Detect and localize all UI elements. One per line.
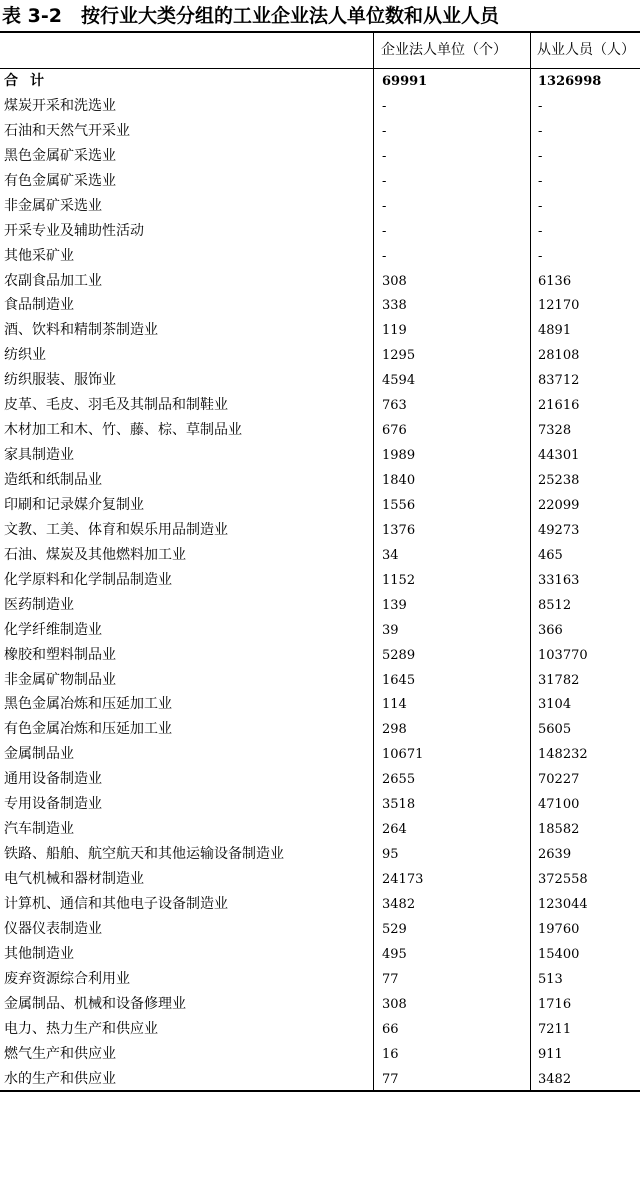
table-row: [0, 793, 640, 818]
table-row: [0, 943, 640, 968]
persons-cell: 70227: [538, 772, 580, 788]
units-cell: 34: [382, 547, 399, 563]
industry-name-cell: 医药制造业: [4, 596, 74, 613]
table-row: [0, 170, 640, 195]
table-row: [0, 419, 640, 444]
table-row: [0, 893, 640, 918]
units-cell: 1295: [382, 348, 416, 364]
total-row: [0, 70, 640, 95]
industry-name-cell: 石油、煤炭及其他燃料加工业: [4, 546, 186, 563]
units-cell: -: [382, 198, 387, 214]
industry-name-cell: 有色金属冶炼和压延加工业: [4, 721, 172, 738]
industry-name-cell: 纺织服装、服饰业: [4, 372, 116, 389]
industry-name-cell: 金属制品、机械和设备修理业: [4, 995, 186, 1012]
table-row: [0, 718, 640, 743]
bottom-rule: [0, 1090, 640, 1092]
table-row: [0, 270, 640, 295]
industry-name-cell: 文教、工美、体育和娱乐用品制造业: [4, 521, 228, 538]
industry-name-cell: 电力、热力生产和供应业: [4, 1020, 158, 1037]
persons-cell: 49273: [538, 522, 580, 538]
persons-cell: 513: [538, 971, 563, 987]
persons-cell: 25238: [538, 473, 580, 488]
industry-name-cell: 纺织业: [4, 347, 46, 364]
units-cell: 10671: [382, 747, 424, 763]
table-row: [0, 594, 640, 619]
table-row: [0, 294, 640, 319]
industry-name-cell: 石油和天然气开采业: [4, 122, 130, 139]
units-cell: 66: [382, 1021, 399, 1037]
persons-cell: -: [538, 123, 543, 139]
table-row: [0, 669, 640, 694]
persons-cell: 123044: [538, 896, 588, 912]
industry-name-cell: 合计: [4, 73, 56, 89]
industry-name-cell: 酒、饮料和精制茶制造业: [4, 322, 158, 339]
industry-name-cell: 燃气生产和供应业: [4, 1045, 116, 1062]
persons-cell: 148232: [538, 747, 588, 763]
persons-cell: 4891: [538, 323, 572, 339]
persons-cell: 7328: [538, 423, 572, 439]
industry-name-cell: 汽车制造业: [4, 821, 74, 838]
table-row: [0, 993, 640, 1018]
table-row: [0, 1043, 640, 1068]
units-cell: 1645: [382, 672, 416, 688]
units-cell: 1376: [382, 522, 416, 538]
units-cell: 676: [382, 423, 407, 439]
industry-name-cell: 木材加工和木、竹、藤、棕、草制品业: [4, 422, 242, 439]
industry-name-cell: 铁路、船舶、航空航天和其他运输设备制造业: [4, 846, 284, 863]
persons-cell: 12170: [538, 298, 580, 314]
table-body: [0, 70, 640, 1092]
industry-name-cell: 农副食品加工业: [4, 272, 102, 289]
persons-cell: 1326998: [538, 74, 602, 89]
units-cell: -: [382, 123, 387, 139]
persons-cell: 3104: [538, 697, 572, 713]
persons-cell: 15400: [538, 946, 580, 962]
industry-name-cell: 其他制造业: [4, 945, 74, 962]
table-row: [0, 519, 640, 544]
persons-cell: 44301: [538, 448, 580, 464]
table-row: [0, 95, 640, 120]
persons-cell: -: [538, 148, 543, 164]
table-row: [0, 569, 640, 594]
table-row: [0, 245, 640, 270]
units-cell: 1556: [382, 497, 416, 513]
table-row: [0, 1018, 640, 1043]
units-cell: 495: [382, 946, 407, 962]
industry-name-cell: 计算机、通信和其他电子设备制造业: [4, 895, 228, 912]
industry-name-cell: 电气机械和器材制造业: [4, 871, 144, 887]
persons-cell: 1716: [538, 996, 572, 1012]
table-row: [0, 120, 640, 145]
persons-cell: 22099: [538, 497, 580, 513]
persons-cell: -: [538, 198, 543, 214]
column-header-persons: 从业人员（人）: [537, 42, 635, 58]
units-cell: 69991: [382, 74, 428, 89]
units-cell: -: [382, 98, 387, 114]
table-row: [0, 494, 640, 519]
industry-name-cell: 有色金属矿采选业: [4, 172, 116, 189]
units-cell: -: [382, 223, 387, 239]
table-row: [0, 768, 640, 793]
table-row: [0, 394, 640, 419]
units-cell: -: [382, 248, 387, 264]
column-header-units: 企业法人单位（个）: [381, 42, 507, 58]
persons-cell: 5605: [538, 722, 572, 738]
table-row: [0, 145, 640, 170]
table-row: [0, 818, 640, 843]
persons-cell: 18582: [538, 822, 580, 838]
table-row: [0, 743, 640, 768]
units-cell: 3518: [382, 797, 416, 813]
table-row: [0, 469, 640, 494]
persons-cell: 33163: [538, 572, 580, 588]
table-row: [0, 195, 640, 220]
units-cell: 1840: [382, 473, 416, 488]
units-cell: 529: [382, 921, 407, 937]
industry-name-cell: 开采专业及辅助性活动: [4, 222, 144, 239]
units-cell: 119: [382, 323, 407, 339]
industry-name-cell: 化学纤维制造业: [4, 621, 102, 638]
industry-name-cell: 造纸和纸制品业: [4, 472, 102, 488]
industry-name-cell: 废弃资源综合利用业: [4, 970, 130, 987]
persons-cell: 7211: [538, 1021, 572, 1037]
persons-cell: 21616: [538, 398, 580, 414]
industry-name-cell: 水的生产和供应业: [4, 1070, 116, 1087]
units-cell: -: [382, 173, 387, 189]
units-cell: 16: [382, 1046, 399, 1062]
units-cell: 338: [382, 298, 407, 314]
units-cell: 5289: [382, 647, 416, 663]
industry-name-cell: 通用设备制造业: [4, 771, 102, 788]
persons-cell: -: [538, 98, 543, 114]
industry-name-cell: 食品制造业: [4, 297, 74, 314]
persons-cell: 8512: [538, 597, 572, 613]
units-cell: 298: [382, 722, 407, 738]
persons-cell: -: [538, 173, 543, 189]
table-row: [0, 918, 640, 943]
table-row: [0, 544, 640, 569]
table-row: [0, 344, 640, 369]
units-cell: 1152: [382, 572, 416, 588]
industry-name-cell: 专用设备制造业: [4, 796, 102, 813]
persons-cell: 2639: [538, 847, 572, 863]
units-cell: 77: [382, 1071, 399, 1087]
units-cell: 77: [382, 971, 399, 987]
units-cell: 4594: [382, 373, 416, 389]
industry-name-cell: 其他采矿业: [4, 247, 74, 264]
units-cell: -: [382, 148, 387, 164]
persons-cell: 465: [538, 547, 563, 563]
units-cell: 24173: [382, 872, 424, 887]
persons-cell: 19760: [538, 921, 580, 937]
persons-cell: 28108: [538, 348, 580, 364]
units-cell: 39: [382, 622, 399, 638]
table-row: [0, 968, 640, 993]
persons-cell: -: [538, 223, 543, 239]
persons-cell: 911: [538, 1046, 563, 1062]
table-row: [0, 619, 640, 644]
units-cell: 114: [382, 697, 407, 713]
persons-cell: 47100: [538, 797, 580, 813]
industry-name-cell: 仪器仪表制造业: [4, 920, 102, 937]
industry-name-cell: 黑色金属冶炼和压延加工业: [4, 696, 172, 713]
persons-cell: 3482: [538, 1071, 572, 1087]
industry-name-cell: 皮革、毛皮、羽毛及其制品和制鞋业: [4, 397, 228, 414]
industry-name-cell: 黑色金属矿采选业: [4, 147, 116, 164]
industry-name-cell: 非金属矿物制品业: [4, 671, 116, 688]
persons-cell: 366: [538, 622, 563, 638]
table-row: [0, 444, 640, 469]
industry-name-cell: 化学原料和化学制品制造业: [4, 571, 172, 588]
table-row: [0, 220, 640, 245]
industry-name-cell: 非金属矿采选业: [4, 197, 102, 214]
industry-name-cell: 煤炭开采和洗选业: [4, 97, 116, 114]
table-row: [0, 644, 640, 669]
header-rule: [0, 68, 640, 69]
table-row: [0, 868, 640, 893]
units-cell: 2655: [382, 772, 416, 788]
units-cell: 763: [382, 398, 407, 414]
persons-cell: 103770: [538, 647, 588, 663]
persons-cell: 31782: [538, 672, 580, 688]
table-row: [0, 319, 640, 344]
units-cell: 139: [382, 597, 407, 613]
table-row: [0, 693, 640, 718]
industry-name-cell: 橡胶和塑料制品业: [4, 646, 116, 663]
persons-cell: 6136: [538, 273, 572, 289]
units-cell: 308: [382, 996, 407, 1012]
units-cell: 1989: [382, 448, 416, 464]
persons-cell: -: [538, 248, 543, 264]
industry-name-cell: 金属制品业: [4, 746, 74, 763]
table-row: [0, 369, 640, 394]
industry-name-cell: 印刷和记录媒介复制业: [4, 496, 144, 513]
table-row: [0, 843, 640, 868]
table-row: [0, 1068, 640, 1093]
industry-name-cell: 家具制造业: [4, 447, 74, 464]
table-title: 表 3-2 按行业大类分组的工业企业法人单位数和从业人员: [2, 5, 499, 27]
persons-cell: 83712: [538, 373, 580, 389]
persons-cell: 372558: [538, 872, 588, 887]
units-cell: 95: [382, 847, 399, 863]
units-cell: 3482: [382, 896, 416, 912]
units-cell: 264: [382, 822, 407, 838]
units-cell: 308: [382, 273, 407, 289]
